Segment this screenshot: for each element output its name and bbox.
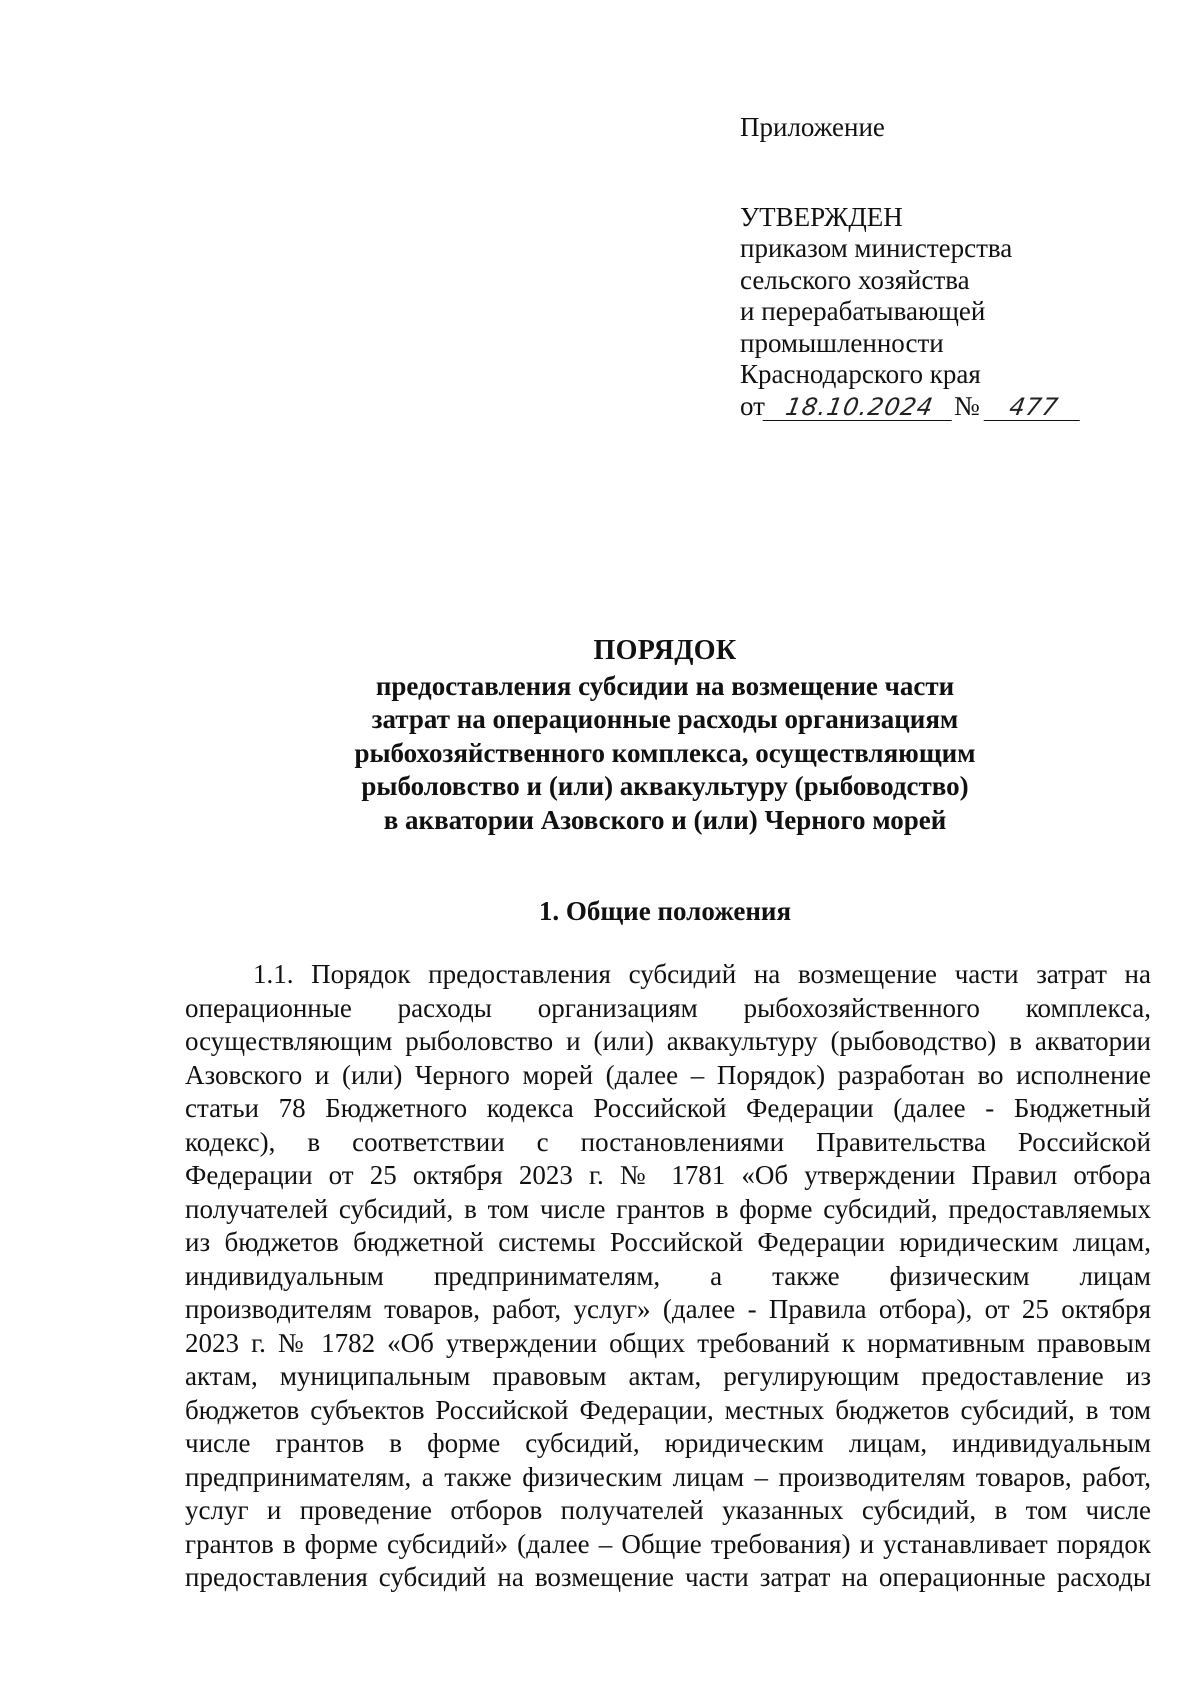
document-subtitle-line: предоставления субсидии на возмещение части bbox=[375, 670, 955, 701]
order-date-number-line bbox=[740, 391, 1100, 423]
appendix-label: Приложение bbox=[740, 112, 885, 142]
body-line: статьи 78 Бюджетного кодекса Российской Федерации (далее - Бюджетный bbox=[185, 1093, 1151, 1123]
document-title-block bbox=[200, 634, 1130, 837]
approval-line: промышленности bbox=[740, 327, 944, 358]
body-line: из бюджетов бюджетной системы Российской Федерации юридическим лицам, bbox=[185, 1227, 1151, 1257]
approval-line: сельского хозяйства bbox=[740, 264, 970, 295]
body-line: числе грантов в форме субсидий, юридическим лицам, индивидуальным bbox=[185, 1428, 1151, 1458]
from-label: от bbox=[740, 390, 765, 421]
body-line: 2023 г. № 1782 «Об утверждении общих требований к нормативным правовым bbox=[185, 1327, 1151, 1358]
document-subtitle-line: рыболовство и (или) аквакультуру (рыбоводство) bbox=[361, 771, 969, 801]
body-line: актам, муниципальным правовым актам, регулирующим предоставление из bbox=[185, 1361, 1151, 1391]
approval-line: и перерабатывающей bbox=[740, 296, 986, 326]
handwritten-date: 18.10.2024 bbox=[763, 394, 957, 421]
body-line: предоставления субсидий на возмещение части затрат на операционные расходы bbox=[185, 1562, 1151, 1592]
section-body bbox=[185, 958, 1151, 1595]
approval-line: приказом министерства bbox=[740, 233, 1013, 263]
document-subtitle-line: в акватории Азовского и (или) Черного морей bbox=[383, 804, 947, 835]
body-line: 1.1. Порядок предоставления субсидий на возмещение части затрат на bbox=[253, 959, 1151, 989]
handwritten-number: 477 bbox=[984, 394, 1085, 421]
body-line: грантов в форме субсидий» (далее – Общие требования) и устанавливает порядок bbox=[185, 1528, 1151, 1559]
number-label: № bbox=[953, 390, 980, 421]
body-line: Федерации от 25 октября 2023 г. № 1781 «Об утверждении Правил отбора bbox=[185, 1160, 1151, 1190]
body-line: Азовского и (или) Черного морей (далее – Порядок) разработан во исполнение bbox=[185, 1059, 1151, 1090]
body-line: получателей субсидий, в том числе грантов в форме субсидий, предоставляемых bbox=[185, 1193, 1151, 1224]
body-line: предпринимателям, а также физическим лицам – производителям товаров, работ, bbox=[185, 1461, 1151, 1492]
body-line: индивидуальным предпринимателям, а также физическим лицам bbox=[185, 1260, 1151, 1291]
section-heading: 1. Общие положения bbox=[538, 896, 792, 926]
document-subtitle-line: рыбохозяйственного комплекса, осуществляющим bbox=[354, 737, 976, 768]
body-line: производителям товаров, работ, услуг» (далее - Правила отбора), от 25 октября bbox=[185, 1294, 1151, 1324]
approved-label: УТВЕРЖДЕН bbox=[740, 201, 903, 232]
body-line: операционные расходы организациям рыбохозяйственного комплекса, bbox=[185, 992, 1151, 1023]
document-subtitle-line: затрат на операционные расходы организациям bbox=[371, 704, 959, 734]
approval-block bbox=[740, 112, 1100, 422]
document-title: ПОРЯДОК bbox=[593, 635, 737, 666]
approval-line: Краснодарского края bbox=[740, 359, 981, 389]
body-line: бюджетов субъектов Российской Федерации, местных бюджетов субсидий, в том bbox=[185, 1394, 1151, 1425]
body-line: кодекс), в соответствии с постановлениями Правительства Российской bbox=[185, 1126, 1151, 1157]
body-line: услуг и проведение отборов получателей указанных субсидий, в том числе bbox=[185, 1495, 1151, 1525]
body-line: осуществляющим рыболовство и (или) аквакультуру (рыбоводство) в акватории bbox=[185, 1026, 1151, 1056]
